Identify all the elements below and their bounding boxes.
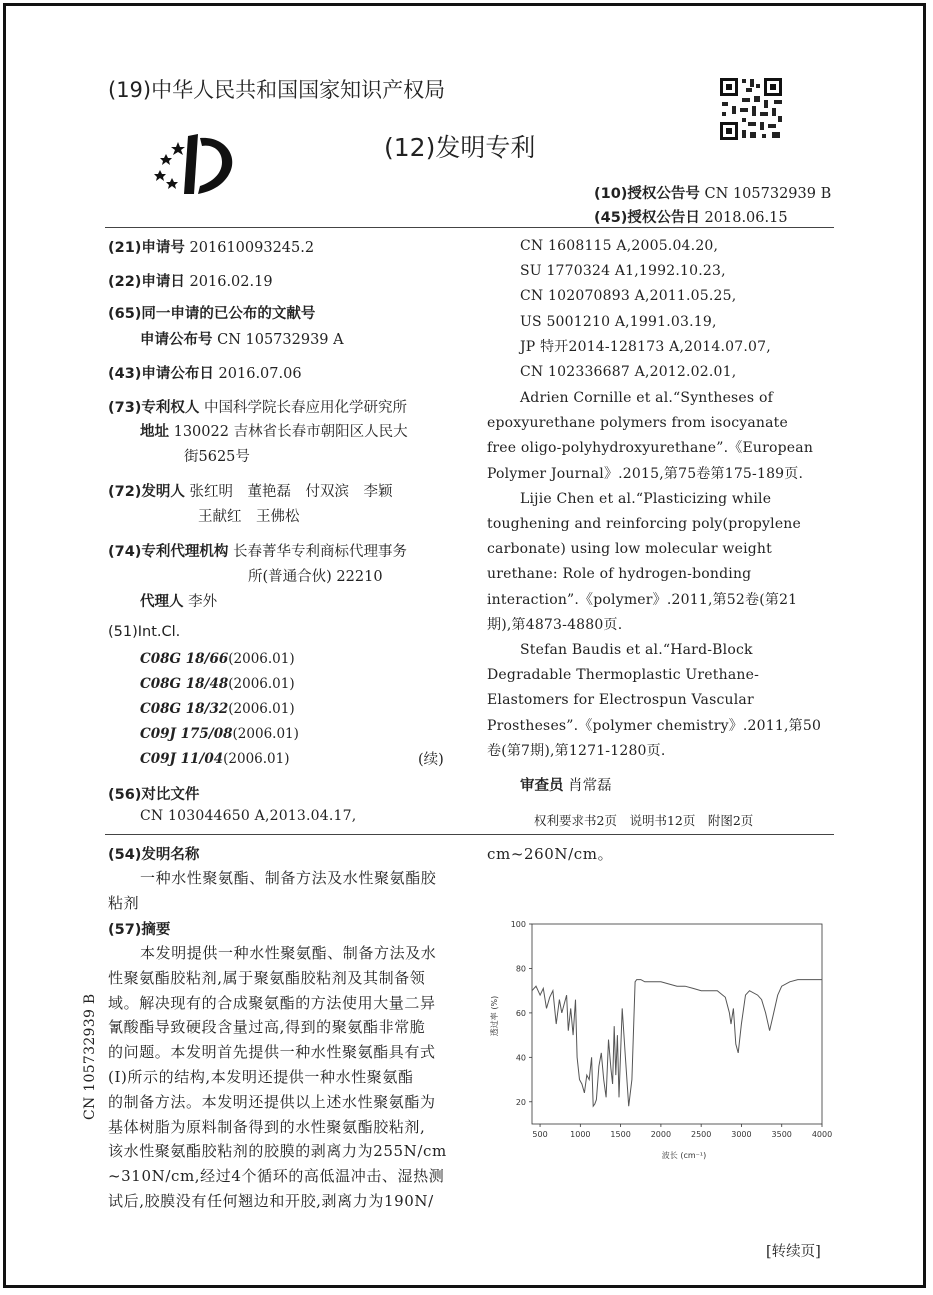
prior-pub-label: (65)同一申请的已公布的文献号 — [108, 306, 316, 322]
abstract-line: (I)所示的结构,本发明还提供一种水性聚氨酯 — [108, 1067, 414, 1086]
section-divider — [105, 834, 834, 835]
paper-line: 期),第4873-4880页. — [487, 616, 623, 633]
x-tick-label: 500 — [532, 1130, 548, 1139]
y-tick-label: 40 — [515, 1053, 526, 1063]
app-no-label: (21)申请号 — [108, 240, 185, 256]
intcl-version: (2006.01) — [223, 751, 290, 767]
abstract-line: 本发明提供一种水性聚氨酯、制备方法及水 — [140, 944, 437, 962]
pub-no: CN 105732939 A — [217, 332, 344, 348]
abstract-line: 氰酸酯导致硬段含量过高,得到的聚氨酯非常脆 — [108, 1018, 426, 1037]
ref-first: CN 103044650 A,2013.04.17, — [140, 808, 357, 824]
x-tick-label: 1000 — [570, 1130, 591, 1139]
paper-line: interaction”.《polymer》.2011,第52卷(第21 — [487, 591, 798, 608]
paper-line: Lijie Chen et al.“Plasticizing while — [520, 490, 772, 507]
pub-date-label: (43)申请公布日 — [108, 366, 214, 382]
x-tick-label: 3000 — [731, 1130, 752, 1139]
patentee-label: (73)专利权人 — [108, 400, 200, 416]
continued-mark: (续) — [418, 752, 444, 768]
agent-label: 代理人 — [140, 594, 184, 610]
intcl-version: (2006.01) — [228, 676, 295, 692]
cnipa-logo — [148, 128, 244, 198]
intcl-code: C09J 11/04 — [140, 751, 224, 767]
header-divider — [105, 227, 834, 228]
x-axis-label: 波长 (cm⁻¹) — [661, 1151, 707, 1160]
paper-line: free oligo-polyhydroxyurethane”.《European — [487, 440, 814, 457]
continued-page-mark: [转续页] — [766, 1244, 821, 1260]
pub-no-label: 申请公布号 — [140, 332, 213, 348]
agent: 李外 — [188, 594, 218, 610]
title-label: (54)发明名称 — [108, 847, 200, 863]
inventors-line1: 张红明 董艳磊 付双滨 李颖 — [189, 484, 393, 500]
paper-line: Adrien Cornille et al.“Syntheses of — [520, 390, 773, 406]
paper-line: urethane: Role of hydrogen-bonding — [487, 566, 752, 583]
grant-pub-no: CN 105732939 B — [704, 186, 832, 202]
pages-info: 权利要求书2页 说明书12页 附图2页 — [534, 813, 754, 828]
intcl-version: (2006.01) — [228, 651, 295, 667]
address-line2: 街5625号 — [184, 449, 250, 465]
examiner-label: 审查员 — [520, 778, 564, 794]
grant-pub-no-label: (10)授权公告号 — [594, 186, 700, 202]
intcl-code: C08G 18/48 — [140, 676, 229, 692]
intcl-version: (2006.01) — [228, 701, 295, 717]
intcl-label: (51)Int.Cl. — [108, 624, 181, 640]
intcl-code: C09J 175/08 — [140, 726, 233, 742]
examiner: 肖常磊 — [568, 778, 612, 794]
abstract-label: (57)摘要 — [108, 922, 171, 938]
agency-label: (74)专利代理机构 — [108, 544, 229, 560]
invention-title-line1: 一种水性聚氨酯、制备方法及水性聚氨酯胶 — [140, 869, 437, 887]
abstract-line: 性聚氨酯胶粘剂,属于聚氨酯胶粘剂及其制备领 — [108, 968, 426, 987]
paper-line: 卷(第7期),第1271-1280页. — [487, 742, 666, 759]
paper-line: Polymer Journal》.2015,第75卷第175-189页. — [487, 465, 804, 482]
intcl-code: C08G 18/66 — [140, 651, 229, 667]
app-date-label: (22)申请日 — [108, 274, 185, 290]
inventors-line2: 王献红 王佛松 — [198, 509, 300, 525]
intcl-version: (2006.01) — [232, 726, 299, 742]
agency-line1: 长春菁华专利商标代理事务 — [233, 544, 408, 560]
x-tick-label: 1500 — [610, 1130, 631, 1139]
patent-ref: SU 1770324 A1,1992.10.23, — [520, 263, 726, 280]
patent-ref: CN 1608115 A,2005.04.20, — [520, 238, 719, 254]
abstract-line: 基体树脂为原料制备得到的水性聚氨酯胶粘剂, — [108, 1117, 426, 1136]
abstract-line: ~310N/cm,经过4个循环的高低温冲击、湿热测 — [108, 1167, 445, 1186]
side-pub-number: CN 105732939 B — [82, 993, 98, 1120]
abstract-body — [108, 941, 447, 1214]
app-no: 201610093245.2 — [189, 240, 315, 256]
x-tick-label: 2500 — [690, 1130, 712, 1139]
patent-ref: CN 102336687 A,2012.02.01, — [520, 364, 737, 381]
grant-pub-date: 2018.06.15 — [704, 210, 788, 226]
invention-title-line2: 粘剂 — [108, 894, 140, 912]
qr-code — [718, 76, 784, 142]
abstract-line: 该水性聚氨酯胶粘剂的胶膜的剥离力为255N/cm — [108, 1142, 447, 1161]
paper-line: Prostheses”.《polymer chemistry》.2011,第50 — [487, 717, 822, 734]
paper-line: epoxyurethane polymers from isocyanate — [487, 415, 788, 432]
document-type: (12)发明专利 — [384, 133, 536, 162]
paper-line: toughening and reinforcing poly(propylene — [487, 516, 802, 533]
address-line1: 130022 吉林省长春市朝阳区人民大 — [173, 424, 408, 440]
abstract-continuation: cm~260N/cm。 — [487, 845, 614, 863]
patentee: 中国科学院长春应用化学研究所 — [204, 400, 408, 416]
inventors-label: (72)发明人 — [108, 484, 185, 500]
transmittance-line — [532, 980, 822, 1107]
x-tick-label: 4000 — [811, 1130, 832, 1139]
abstract-line: 的制备方法。本发明还提供以上述水性聚氨酯为 — [108, 1092, 436, 1111]
paper-line: carbonate) using low molecular weight — [487, 541, 772, 558]
patent-refs — [520, 234, 771, 385]
address-label: 地址 — [140, 424, 169, 440]
ir-spectrum-chart — [486, 914, 832, 1166]
y-axis-label: 透过率 (%) — [490, 995, 499, 1037]
grant-pub-date-label: (45)授权公告日 — [594, 210, 700, 226]
abstract-line: 域。解决现有的合成聚氨酯的方法使用大量二异 — [108, 993, 436, 1012]
y-tick-label: 60 — [515, 1008, 526, 1018]
patent-office: (19)中华人民共和国国家知识产权局 — [108, 78, 446, 102]
patent-ref: CN 102070893 A,2011.05.25, — [520, 288, 737, 305]
agency-line2: 所(普通合伙) 22210 — [248, 569, 383, 585]
app-date: 2016.02.19 — [189, 274, 273, 290]
refs-label: (56)对比文件 — [108, 787, 200, 803]
patent-ref: JP 特开2014-128173 A,2014.07.07, — [520, 338, 771, 355]
pub-date: 2016.07.06 — [218, 366, 302, 382]
paper-line: Elastomers for Electrospun Vascular — [487, 692, 754, 709]
paper-refs — [487, 386, 821, 764]
y-tick-label: 20 — [515, 1097, 526, 1107]
intcl-code: C08G 18/32 — [140, 701, 229, 717]
paper-line: Degradable Thermoplastic Urethane- — [487, 667, 759, 684]
chart-axes — [511, 920, 832, 1139]
paper-line: Stefan Baudis et al.“Hard-Block — [520, 642, 753, 659]
abstract-line: 的问题。本发明首先提供一种水性聚氨酯具有式 — [108, 1043, 436, 1062]
y-tick-label: 80 — [515, 964, 526, 974]
x-tick-label: 2000 — [650, 1130, 672, 1139]
y-tick-label: 100 — [510, 920, 526, 929]
plot-frame — [532, 924, 822, 1124]
abstract-line: 试后,胶膜没有任何翘边和开胶,剥离力为190N/ — [108, 1191, 434, 1210]
x-tick-label: 3500 — [771, 1130, 792, 1139]
patent-ref: US 5001210 A,1991.03.19, — [520, 313, 717, 330]
